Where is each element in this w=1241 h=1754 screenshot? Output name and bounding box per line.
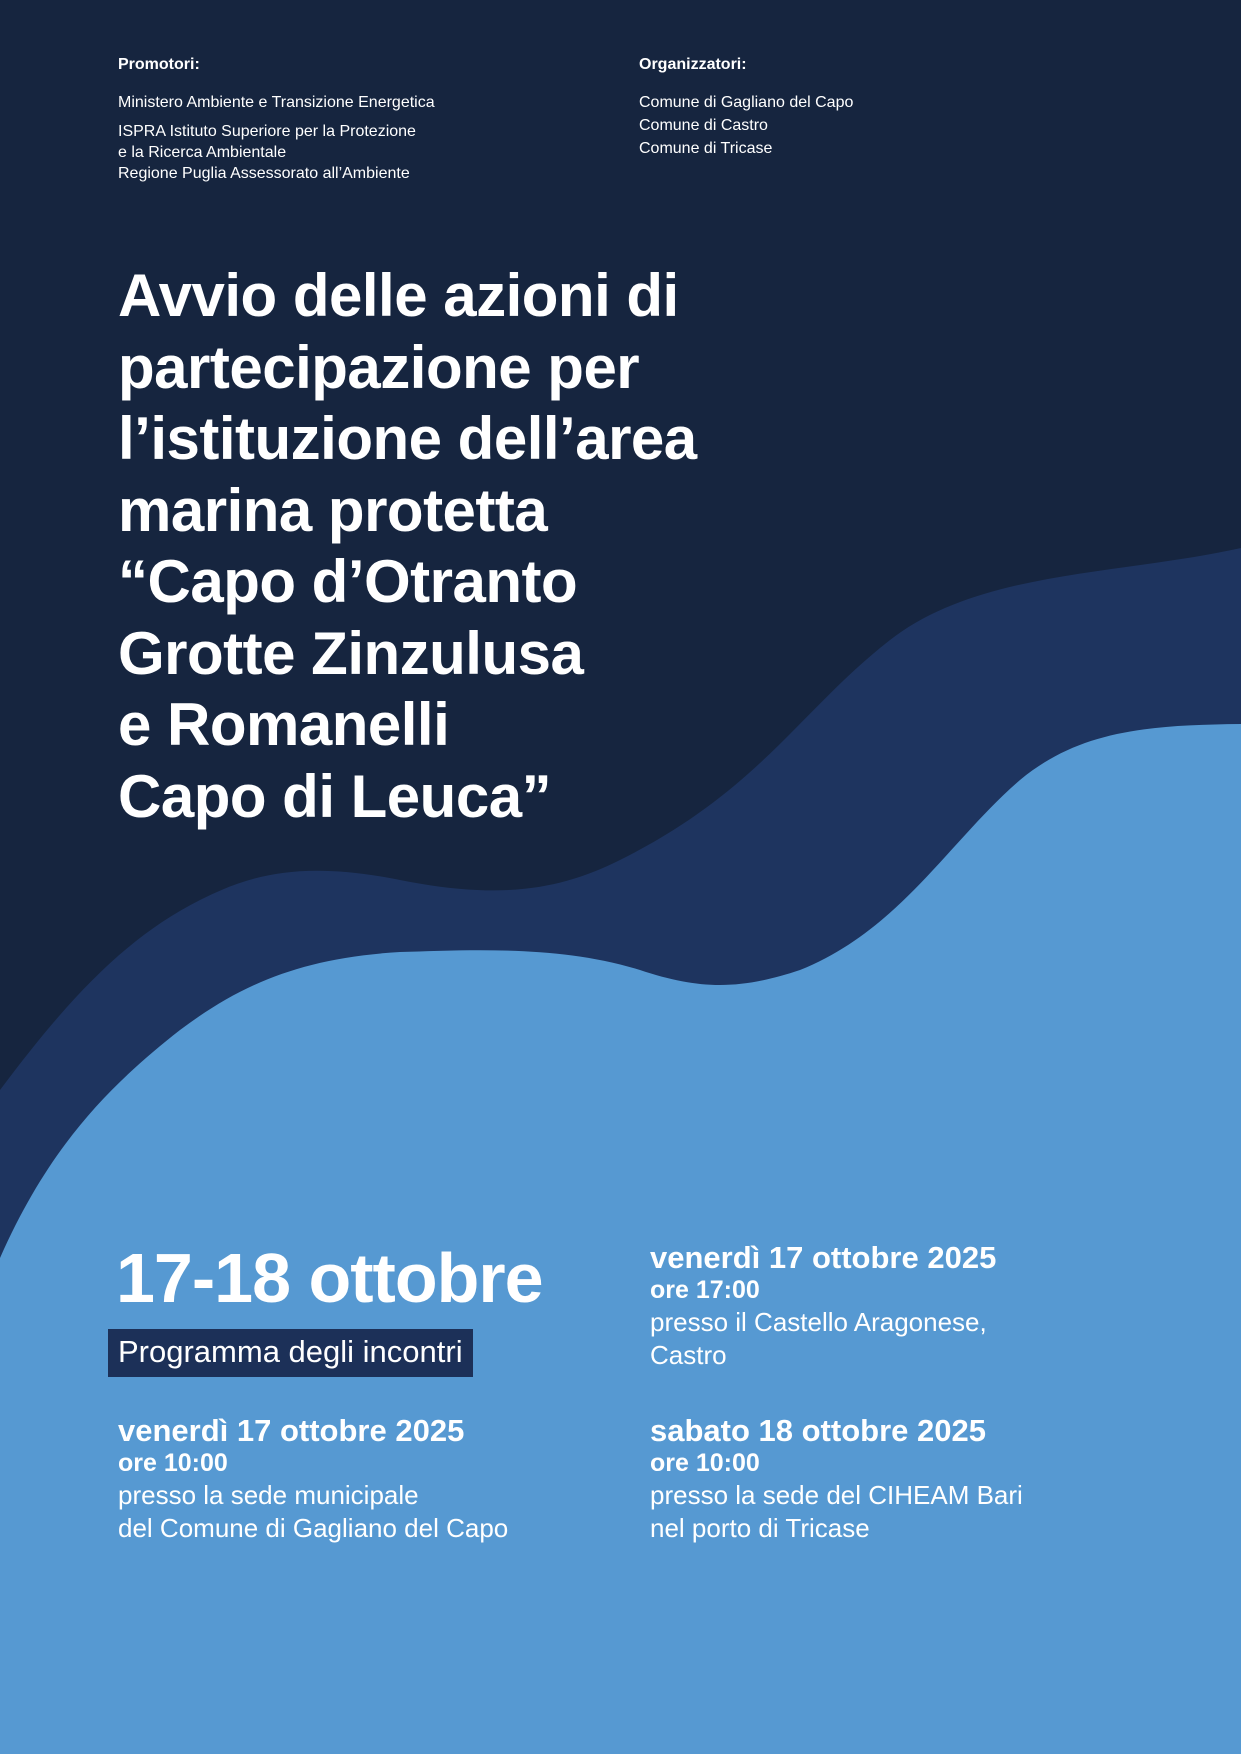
promotori-item: Regione Puglia Assessorato all’Ambiente	[118, 165, 410, 182]
title-line: “Capo d’Otranto	[118, 548, 578, 615]
event-place-line: presso il Castello Aragonese,	[650, 1307, 987, 1337]
organizzatori-item: Comune di Gagliano del Capo	[639, 94, 854, 111]
event-day: venerdì 17 ottobre 2025	[650, 1240, 997, 1275]
title-line: e Romanelli	[118, 691, 450, 758]
dates-heading: 17-18 ottobre	[116, 1239, 543, 1317]
title-line: marina protetta	[118, 476, 548, 544]
programma-badge: Programma degli incontri	[108, 1329, 473, 1377]
title-line: Grotte Zinzulusa	[118, 619, 584, 687]
event-day: venerdì 17 ottobre 2025	[118, 1413, 465, 1448]
event-place-line: presso la sede municipale	[118, 1480, 419, 1510]
promotori-item: ISPRA Istituto Superiore per la Protezione	[118, 123, 416, 140]
title-line: partecipazione per	[118, 333, 640, 401]
event-day: sabato 18 ottobre 2025	[650, 1413, 986, 1448]
event-place-line: del Comune di Gagliano del Capo	[118, 1513, 509, 1543]
event-place-line: nel porto di Tricase	[650, 1513, 870, 1543]
event-time: ore 10:00	[118, 1449, 228, 1477]
title-line: l’istituzione dell’area	[118, 405, 697, 472]
title-line: Avvio delle azioni di	[118, 262, 679, 329]
event-gagliano	[118, 1414, 638, 1545]
main-title	[118, 260, 697, 832]
promotori-item: Ministero Ambiente e Transizione Energetica	[118, 94, 435, 111]
event-place-line: Castro	[650, 1340, 727, 1370]
event-castro	[650, 1241, 1170, 1372]
event-place-line: presso la sede del CIHEAM Bari	[650, 1480, 1023, 1510]
title-line: Capo di Leuca”	[118, 762, 552, 830]
event-time: ore 10:00	[650, 1449, 760, 1477]
event-tricase	[650, 1414, 1170, 1545]
promotori-block	[118, 56, 435, 192]
promotori-item: e la Ricerca Ambientale	[118, 144, 287, 161]
organizzatori-item: Comune di Tricase	[639, 140, 773, 157]
organizzatori-label: Organizzatori:	[639, 56, 747, 73]
event-time: ore 17:00	[650, 1276, 760, 1304]
organizzatori-item: Comune di Castro	[639, 117, 768, 134]
organizzatori-block	[639, 56, 853, 161]
promotori-label: Promotori:	[118, 56, 200, 73]
